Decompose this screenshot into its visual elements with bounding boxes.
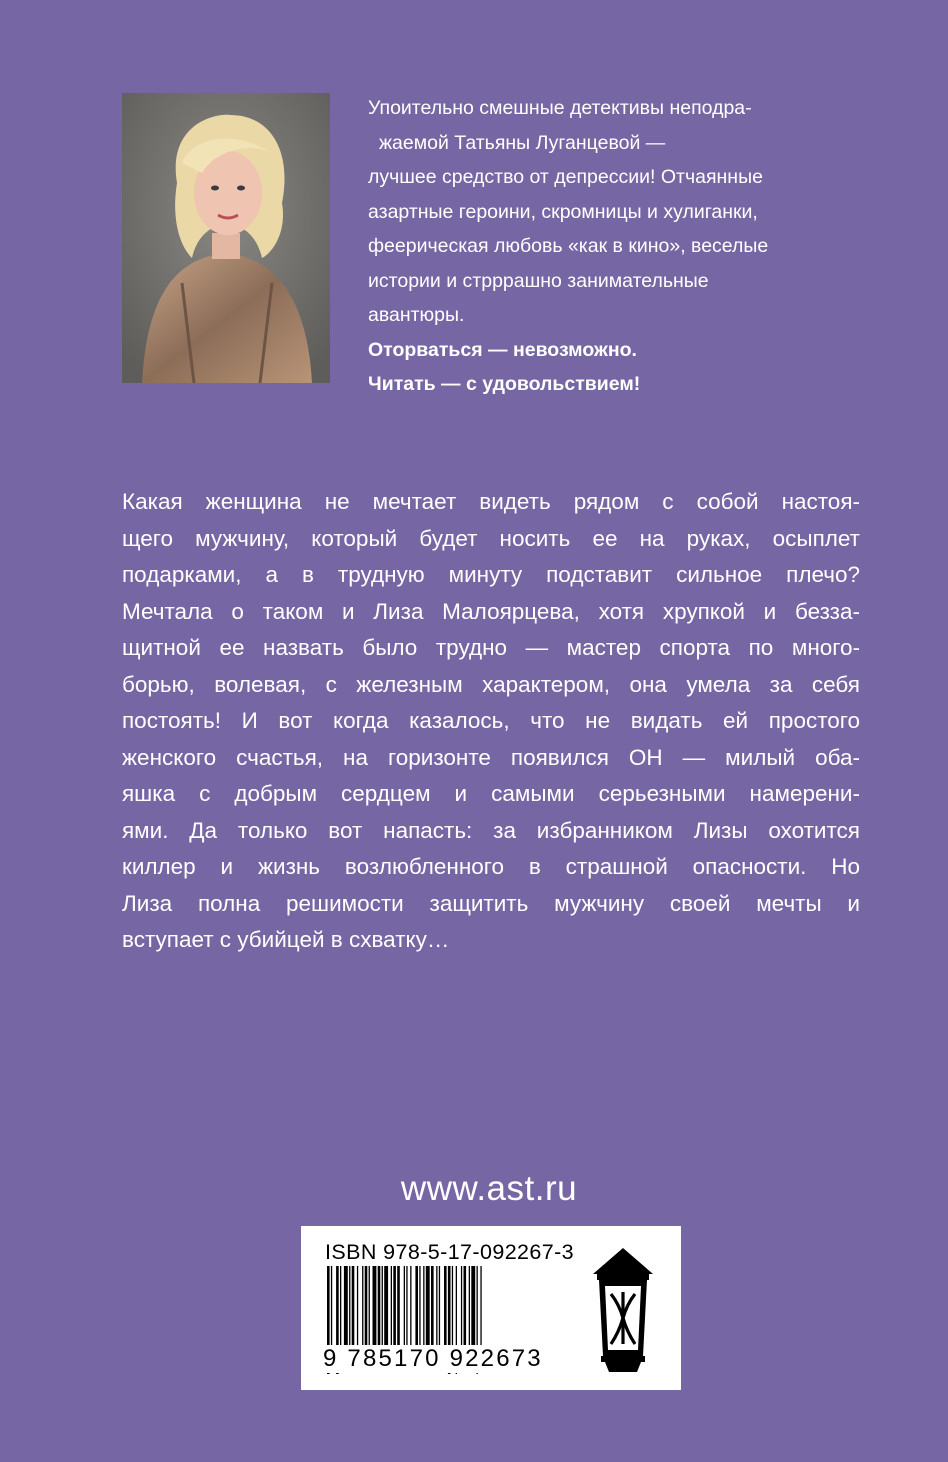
synopsis-line: киллер и жизнь возлюбленного в страшной опасности. Но: [122, 854, 860, 879]
synopsis-line: щитной ее назвать было трудно — мастер спорта по много-: [122, 635, 860, 660]
synopsis-line: Лиза полна решимости защитить мужчину своей мечты и: [122, 890, 860, 916]
synopsis-line: борью, волевая, с железным характером, она умела за себя: [122, 671, 860, 697]
blurb-line: азартные героини, скромницы и хулиганки,: [368, 200, 758, 223]
blurb-line: истории и стрррашно занимательные: [368, 269, 709, 292]
blurb-line: феерическая любовь «как в кино», веселые: [368, 235, 769, 257]
barcode-digits: 9 785170 922673: [323, 1345, 543, 1372]
synopsis-line: вступает с убийцей в схватку…: [122, 927, 450, 952]
lantern-zh-logo-icon: [583, 1244, 663, 1376]
blurb: [356, 91, 876, 402]
barcode-panel: [301, 1226, 681, 1390]
blurb-line: лучшее средство от депрессии! Отчаянные: [368, 166, 763, 188]
publisher-website: www.ast.ru: [400, 1169, 578, 1208]
blurb-line: жаемой Татьяны Луганцевой —: [379, 131, 666, 154]
blurb-line: Упоительно смешные детективы неподра-: [368, 97, 752, 119]
isbn-label: ISBN 978-5-17-092267-3: [325, 1240, 575, 1264]
synopsis-line: Мечтала о таком и Лиза Малоярцева, хотя хрупкой и безза-: [122, 598, 860, 624]
blurb-line: авантюры.: [368, 304, 465, 326]
synopsis-line: щего мужчину, который будет носить ее на руках, осыплет: [122, 525, 860, 551]
author-photo: [122, 93, 330, 383]
synopsis-line: постоять! И вот когда казалось, что не видать ей простого: [122, 708, 860, 733]
synopsis-line: женского счастья, на горизонте появился ОН — милый оба-: [122, 744, 860, 770]
blurb-tagline: Читать — с удовольствием!: [368, 373, 641, 395]
synopsis: [122, 484, 860, 959]
synopsis-line: Какая женщина не мечтает видеть рядом с собой настоя-: [122, 489, 860, 514]
blurb-tagline: Оторваться — невозможно.: [368, 338, 637, 361]
synopsis-line: подарками, а в трудную минуту подставит сильное плечо?: [122, 562, 860, 587]
synopsis-line: ями. Да только вот напасть: за избранником Лизы охотится: [122, 817, 860, 843]
synopsis-line: яшка с добрым сердцем и самыми серьезными намерени-: [122, 781, 860, 806]
